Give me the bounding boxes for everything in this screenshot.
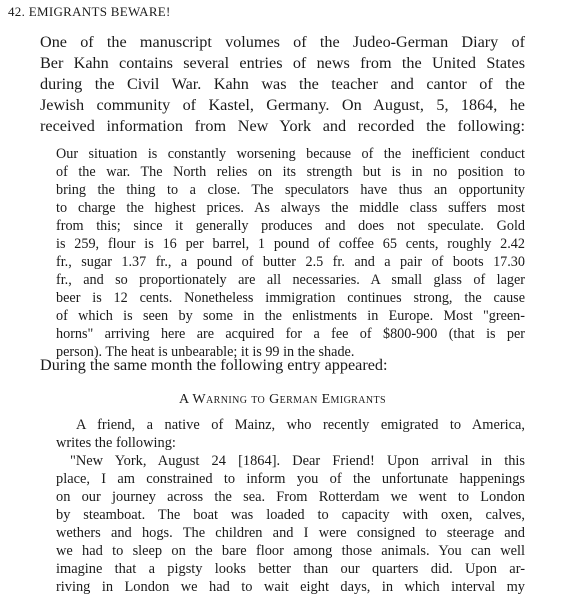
letter-line: riving in London we had to wait eight days, in which interval my: [56, 579, 525, 595]
quote-line: fr., and so proportionately are all necessaries. A small glass of lager: [56, 272, 525, 288]
letter-line: A friend, a native of Mainz, who recently emigrated to America,: [76, 417, 525, 433]
letter-line: place, I am constrained to inform you of the unfortunate happenings: [56, 471, 525, 487]
letter-line: on our journey across the sea. From Rotterdam we went to London: [56, 489, 525, 505]
section-heading: [8, 4, 171, 20]
quote-line: bring the thing to a close. The speculators have thus an opportunity: [56, 182, 525, 198]
letter-line: wethers and hogs. The children and I were consigned to steerage and: [56, 525, 525, 541]
intro-line: Jewish community of Kastel, Germany. On August, 5, 1864, he: [40, 96, 525, 114]
quote-line: to charge the highest prices. As always the middle class suffers most: [56, 200, 525, 216]
intro-line: received information from New York and recorded the following:: [40, 117, 525, 135]
quote-line: person). The heat is unbearable; it is 99 in the shade.: [56, 344, 355, 360]
quote-line: of the war. The North relies on its strength but is in no position to: [56, 164, 525, 180]
letter-line: imagine that a pigsty looks better than our quarters did. Upon ar-: [56, 561, 525, 577]
quote-line: horns" arriving here are acquired for a fee of $800-900 (that is per: [56, 326, 525, 342]
letter-line: by steamboat. The boat was loaded to capacity with oxen, calves,: [56, 507, 525, 523]
letter-line: writes the following:: [56, 435, 176, 451]
quote-line: fr., sugar 1.37 fr., a pound of butter 2.5 fr. and a pair of boots 17.30: [56, 254, 525, 270]
letter-line: we had to sleep on the bare floor among those animals. You can well: [56, 543, 525, 559]
intro-line: Ber Kahn contains several entries of news from the United States: [40, 54, 525, 72]
quote-line: beer is 12 cents. Nonetheless immigration continues strong, the cause: [56, 290, 525, 306]
quote-line: from this; since it generally produces and does not speculate. Gold: [56, 218, 525, 234]
transition-line: During the same month the following entry appeared:: [40, 356, 388, 374]
letter-line: "New York, August 24 [1864]. Dear Friend! Upon arrival in this: [70, 453, 525, 469]
intro-line: One of the manuscript volumes of the Judeo-German Diary of: [40, 33, 525, 51]
quote-line: is 259, flour is 16 per barrel, 1 pound of coffee 65 cents, roughly 2.42: [56, 236, 525, 252]
section-title: EMIGRANTS BEWARE!: [28, 4, 171, 19]
quote-line: Our situation is constantly worsening because of the inefficient conduct: [56, 146, 525, 162]
quote-line: of which is seen by some in the enlistments in Europe. Most "green-: [56, 308, 525, 324]
intro-line: during the Civil War. Kahn was the teacher and cantor of the: [40, 75, 525, 93]
subheading: A Warning to German Emigrants: [179, 392, 386, 407]
section-number: 42.: [8, 4, 26, 19]
